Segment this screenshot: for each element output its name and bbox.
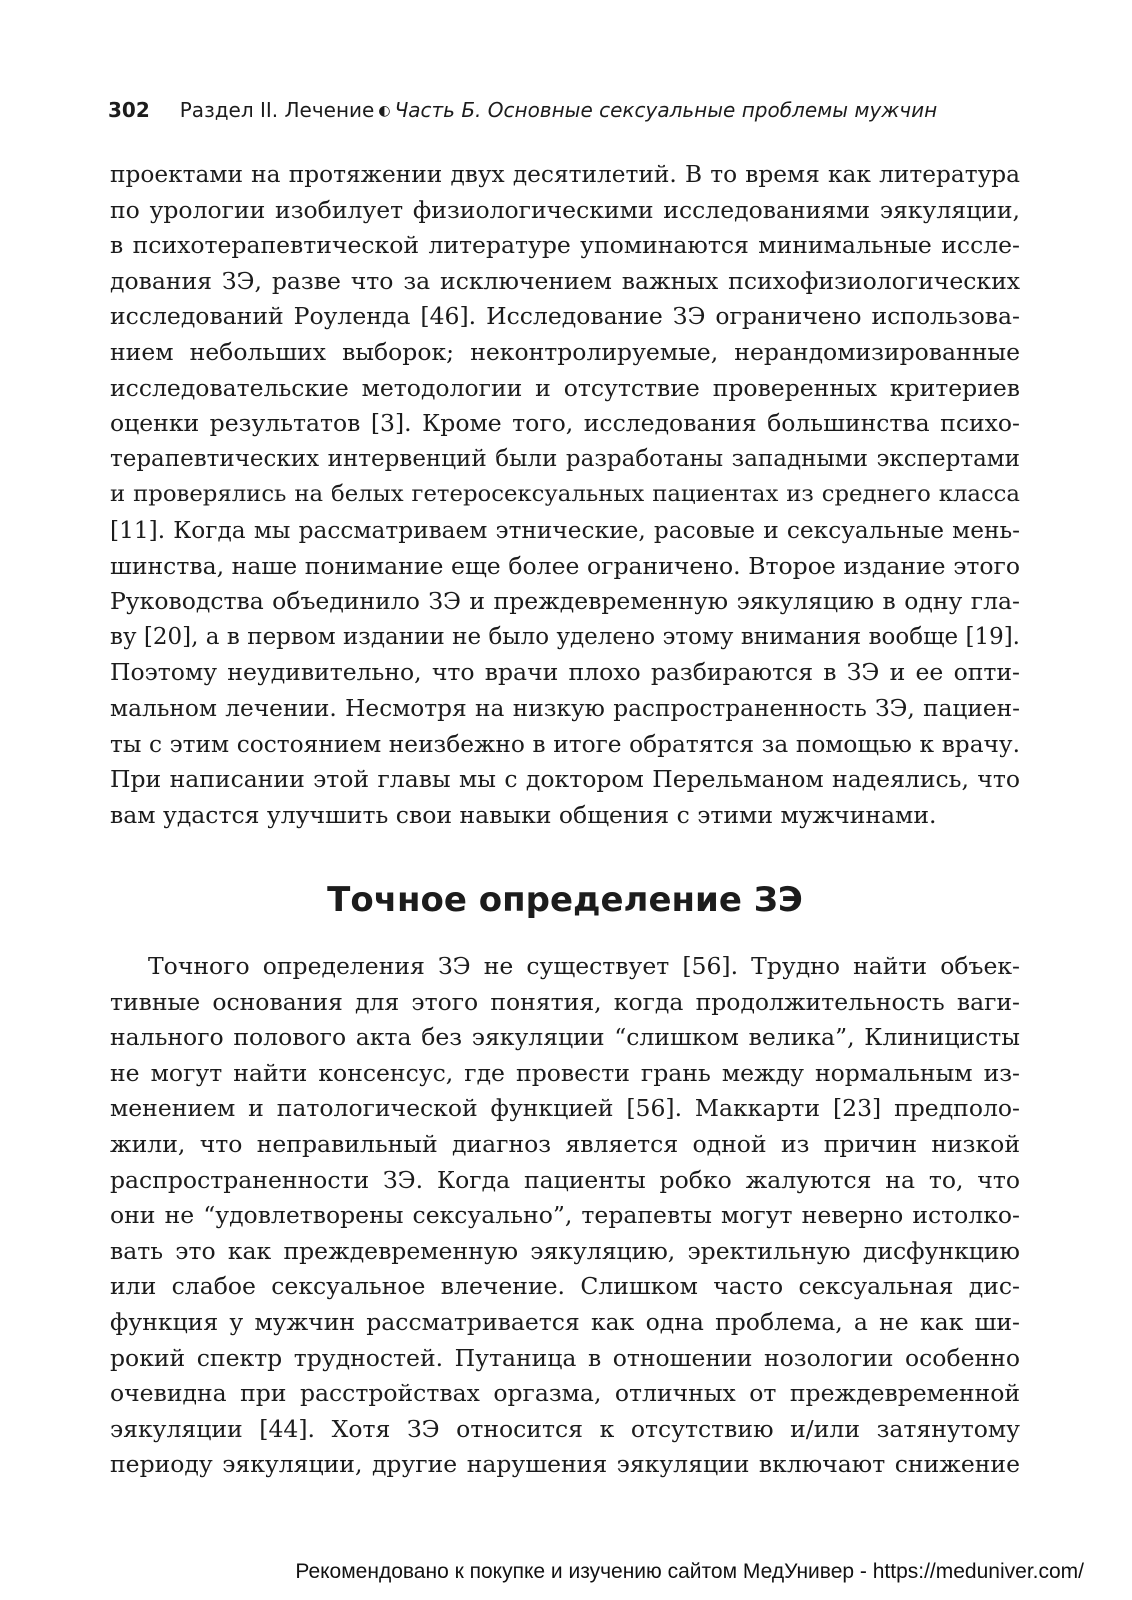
header-section: Раздел II. Лечение — [179, 98, 375, 122]
body-paragraph-1 — [110, 157, 1020, 833]
text-line: нального полового акта без эякуляции “слишком велика”, Клиницисты — [110, 1023, 1020, 1052]
text-line: терапевтических интервенций были разработаны западными экспертами — [110, 445, 1020, 472]
text-line: вам удастся улучшить свои навыки общения с этими мужчинами. — [110, 800, 937, 829]
text-line: периоду эякуляции, другие нарушения эякуляции включают снижение — [110, 1450, 1020, 1479]
text-line: шинства, наше понимание еще более ограничено. Второе издание этого — [110, 551, 1020, 580]
page-number: 302 — [108, 98, 150, 122]
bullet-separator-icon: ◐ — [378, 103, 391, 119]
text-line: функция у мужчин рассматривается как одна проблема, а не как ши- — [110, 1307, 1020, 1336]
text-line: дования ЗЭ, разве что за исключением важных психофизиологических — [110, 266, 1020, 295]
text-line: нием небольших выборок; неконтролируемые, нерандомизированные — [110, 337, 1020, 366]
text-line: оценки результатов [3]. Кроме того, исследования большинства психо- — [110, 409, 1020, 438]
running-header — [108, 96, 1018, 125]
text-line: При написании этой главы мы с доктором Перельманом надеялись, что — [110, 765, 1020, 794]
text-line: очевидна при расстройствах оргазма, отличных от преждевременной — [110, 1379, 1020, 1408]
text-line: Поэтому неудивительно, что врачи плохо разбираются в ЗЭ и ее опти- — [110, 658, 1020, 687]
text-line: исследовательские методологии и отсутствие проверенных критериев — [110, 373, 1020, 402]
text-line: не могут найти консенсус, где провести грань между нормальным из- — [110, 1058, 1020, 1087]
text-line: по урологии изобилует физиологическими исследованиями эякуляции, — [110, 195, 1020, 224]
text-line: [11]. Когда мы рассматриваем этнические, расовые и сексуальные мень- — [110, 516, 1020, 544]
text-line: ты с этим состоянием неизбежно в итоге обратятся за помощью к врачу. — [110, 730, 1020, 758]
text-line: вать это как преждевременную эякуляцию, эректильную дисфункцию — [110, 1236, 1020, 1265]
text-line: ву [20], а в первом издании не было уделено этому внимания вообще [19]. — [110, 623, 1020, 650]
text-line: распространенности ЗЭ. Когда пациенты робко жалуются на то, что — [110, 1165, 1020, 1194]
text-line: мальном лечении. Несмотря на низкую распространенность ЗЭ, пациен- — [110, 694, 1020, 722]
section-heading: Точное определение ЗЭ — [327, 880, 803, 920]
text-line: эякуляции [44]. Хотя ЗЭ относится к отсутствию и/или затянутому — [110, 1414, 1020, 1443]
footer-watermark: Рекомендовано к покупке и изучению сайтом МедУнивер - https://meduniver.com/ — [295, 1560, 1084, 1583]
body-paragraph-2 — [110, 949, 1020, 1483]
text-line: Точного определения ЗЭ не существует [56]. Трудно найти объек- — [148, 952, 1020, 980]
text-line: исследований Роуленда [46]. Исследование ЗЭ ограничено использова- — [110, 302, 1020, 331]
text-line: рокий спектр трудностей. Путаница в отношении нозологии особенно — [110, 1343, 1020, 1372]
text-line: и проверялись на белых гетеросексуальных пациентах из среднего класса — [110, 481, 1020, 508]
text-line: проектами на протяжении двух десятилетий. В то время как литература — [110, 161, 1020, 188]
text-line: они не “удовлетворены сексуально”, терапевты могут неверно истолко- — [110, 1201, 1020, 1230]
text-line: менением и патологической функцией [56]. Маккарти [23] предполо- — [110, 1094, 1020, 1123]
text-line: Руководства объединило ЗЭ и преждевременную эякуляцию в одну гла- — [110, 587, 1020, 616]
text-line: тивные основания для этого понятия, когда продолжительность ваги- — [110, 987, 1020, 1016]
text-line: жили, что неправильный диагноз является одной из причин низкой — [110, 1129, 1020, 1158]
text-line: или слабое сексуальное влечение. Слишком часто сексуальная дис- — [110, 1272, 1020, 1301]
text-line: в психотерапевтической литературе упоминаются минимальные иссле- — [110, 231, 1020, 260]
header-part: Часть Б. Основные сексуальные проблемы мужчин — [394, 98, 938, 122]
